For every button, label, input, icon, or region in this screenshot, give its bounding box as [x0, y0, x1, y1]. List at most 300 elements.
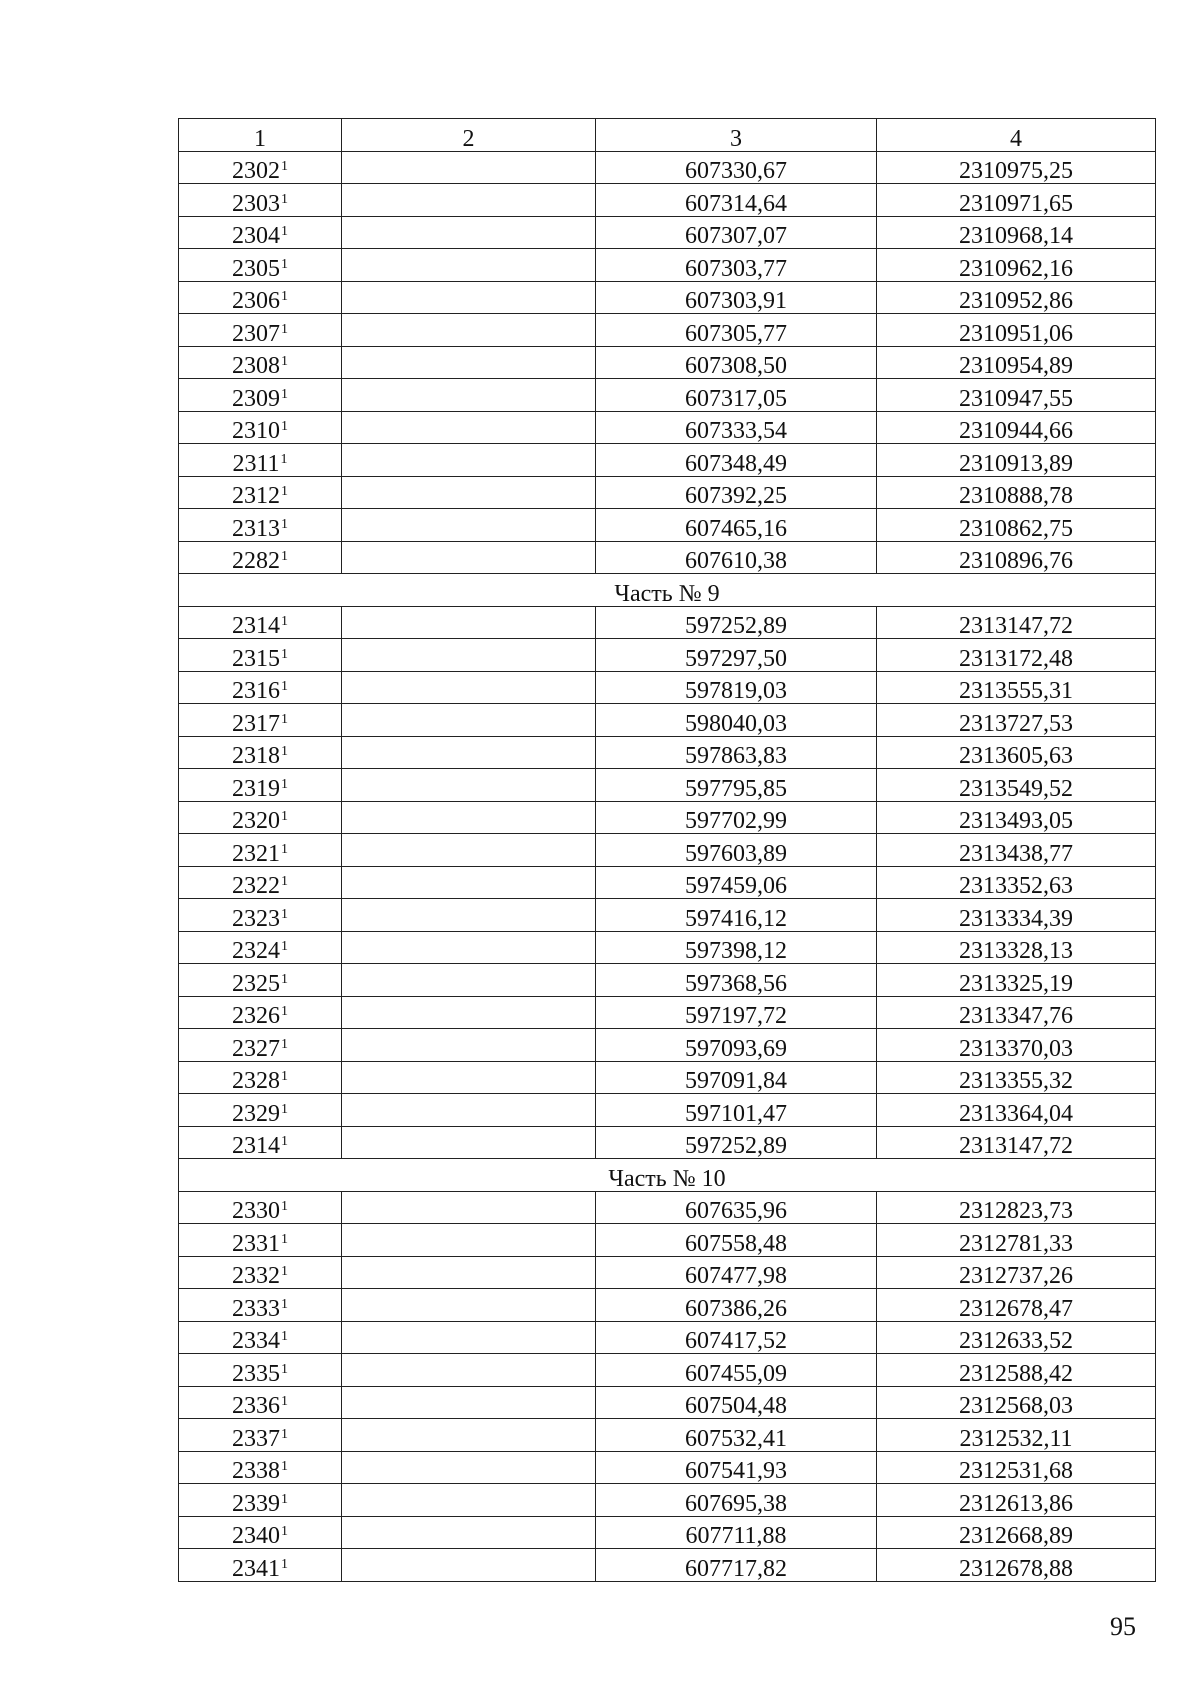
- point-number-superscript: 1: [281, 1459, 288, 1474]
- table-row: [179, 639, 1156, 672]
- y-coordinate-cell: 2313325,19: [877, 964, 1156, 997]
- point-number: 2323: [232, 905, 280, 931]
- empty-cell: [342, 899, 596, 932]
- point-number-superscript: 1: [281, 1004, 288, 1019]
- y-coordinate-cell: 2313493,05: [877, 801, 1156, 834]
- point-number-superscript: 1: [281, 1491, 288, 1507]
- y-coordinate-cell: 2313370,03: [877, 1029, 1156, 1062]
- table-row: [179, 411, 1156, 444]
- point-number-superscript: 1: [281, 744, 288, 759]
- empty-cell: [342, 964, 596, 997]
- column-header-3: 3: [596, 119, 877, 152]
- table-row: [179, 314, 1156, 347]
- point-number: 2282: [232, 548, 280, 574]
- empty-cell: [342, 379, 596, 412]
- page-number: 95: [1110, 1612, 1136, 1641]
- y-coordinate-cell: 2310962,16: [877, 249, 1156, 282]
- y-coordinate-cell: 2312668,89: [877, 1516, 1156, 1549]
- x-coordinate-cell: 607695,38: [596, 1484, 877, 1517]
- empty-cell: [342, 639, 596, 672]
- y-coordinate-cell: 2313727,53: [877, 704, 1156, 737]
- empty-cell: [342, 1126, 596, 1159]
- point-number-cell: [179, 1126, 342, 1159]
- y-coordinate-cell: 2310971,65: [877, 184, 1156, 217]
- point-number-superscript: 1: [281, 776, 288, 792]
- point-number: 2306: [232, 288, 280, 314]
- point-number-superscript: 1: [281, 1134, 288, 1149]
- table-row: [179, 476, 1156, 509]
- point-number-superscript: 1: [281, 484, 288, 499]
- y-coordinate-cell: 2313352,63: [877, 866, 1156, 899]
- table-row: [179, 1126, 1156, 1159]
- point-number: 2315: [232, 645, 280, 671]
- empty-cell: [342, 476, 596, 509]
- empty-cell: [342, 1354, 596, 1387]
- empty-cell: [342, 1386, 596, 1419]
- point-number: 2316: [232, 678, 280, 704]
- table-row: [179, 996, 1156, 1029]
- y-coordinate-cell: 2312678,88: [877, 1549, 1156, 1582]
- y-coordinate-cell: 2312633,52: [877, 1321, 1156, 1354]
- table-row: [179, 769, 1156, 802]
- empty-cell: [342, 1289, 596, 1322]
- column-header-1: 1: [179, 119, 342, 152]
- point-number-cell: [179, 1289, 342, 1322]
- point-number-superscript: 1: [281, 354, 288, 369]
- point-number: 2338: [232, 1458, 280, 1484]
- x-coordinate-cell: 607635,96: [596, 1191, 877, 1224]
- point-number: 2318: [232, 743, 280, 769]
- point-number-cell: [179, 1224, 342, 1257]
- x-coordinate-cell: 597416,12: [596, 899, 877, 932]
- x-coordinate-cell: 607330,67: [596, 151, 877, 184]
- point-number: 2320: [232, 808, 280, 834]
- point-number-cell: [179, 834, 342, 867]
- y-coordinate-cell: 2313328,13: [877, 931, 1156, 964]
- empty-cell: [342, 1191, 596, 1224]
- point-number-superscript: 1: [281, 289, 288, 304]
- empty-cell: [342, 346, 596, 379]
- point-number-cell: [179, 1029, 342, 1062]
- x-coordinate-cell: 597091,84: [596, 1061, 877, 1094]
- table-row: [179, 671, 1156, 704]
- y-coordinate-cell: 2313172,48: [877, 639, 1156, 672]
- y-coordinate-cell: 2313605,63: [877, 736, 1156, 769]
- empty-cell: [342, 1029, 596, 1062]
- table-row: [179, 1321, 1156, 1354]
- table-row: [179, 541, 1156, 574]
- empty-cell: [342, 1094, 596, 1127]
- point-number-superscript: 1: [281, 386, 288, 402]
- point-number-cell: [179, 996, 342, 1029]
- x-coordinate-cell: 597459,06: [596, 866, 877, 899]
- x-coordinate-cell: 597702,99: [596, 801, 877, 834]
- x-coordinate-cell: 597252,89: [596, 606, 877, 639]
- point-number: 2339: [232, 1490, 280, 1516]
- empty-cell: [342, 1484, 596, 1517]
- x-coordinate-cell: 607303,91: [596, 281, 877, 314]
- y-coordinate-cell: 2312568,03: [877, 1386, 1156, 1419]
- x-coordinate-cell: 597101,47: [596, 1094, 877, 1127]
- empty-cell: [342, 1419, 596, 1452]
- x-coordinate-cell: 607308,50: [596, 346, 877, 379]
- column-header-4: 4: [877, 119, 1156, 152]
- point-number-superscript: 1: [281, 1069, 288, 1084]
- empty-cell: [342, 151, 596, 184]
- empty-cell: [342, 314, 596, 347]
- column-header-2: 2: [342, 119, 596, 152]
- table-row: [179, 509, 1156, 542]
- coordinates-table: [178, 118, 1156, 1582]
- y-coordinate-cell: 2313147,72: [877, 606, 1156, 639]
- x-coordinate-cell: 607532,41: [596, 1419, 877, 1452]
- point-number-cell: [179, 1451, 342, 1484]
- point-number-superscript: 1: [281, 711, 288, 727]
- point-number-superscript: 1: [281, 159, 288, 174]
- point-number: 2312: [232, 483, 280, 509]
- table-row: [179, 216, 1156, 249]
- section-title: Часть № 10: [179, 1159, 1156, 1192]
- y-coordinate-cell: 2313347,76: [877, 996, 1156, 1029]
- x-coordinate-cell: 607314,64: [596, 184, 877, 217]
- point-number-superscript: 1: [281, 1426, 288, 1442]
- point-number-cell: [179, 606, 342, 639]
- point-number: 2335: [232, 1360, 280, 1386]
- point-number-superscript: 1: [281, 1361, 288, 1377]
- y-coordinate-cell: 2312781,33: [877, 1224, 1156, 1257]
- point-number: 2304: [232, 223, 280, 249]
- point-number-superscript: 1: [281, 1199, 288, 1214]
- point-number-cell: [179, 801, 342, 834]
- empty-cell: [342, 704, 596, 737]
- x-coordinate-cell: 597093,69: [596, 1029, 877, 1062]
- table-row: [179, 249, 1156, 282]
- y-coordinate-cell: 2312613,86: [877, 1484, 1156, 1517]
- point-number: 2326: [232, 1003, 280, 1029]
- point-number-cell: [179, 1419, 342, 1452]
- point-number-cell: [179, 1061, 342, 1094]
- point-number-superscript: 1: [281, 809, 288, 824]
- point-number: 2333: [232, 1295, 280, 1321]
- empty-cell: [342, 931, 596, 964]
- y-coordinate-cell: 2310896,76: [877, 541, 1156, 574]
- point-number-cell: [179, 411, 342, 444]
- point-number-superscript: 1: [281, 1231, 288, 1247]
- x-coordinate-cell: 597197,72: [596, 996, 877, 1029]
- empty-cell: [342, 834, 596, 867]
- point-number: 2327: [232, 1035, 280, 1061]
- table-row: [179, 606, 1156, 639]
- table-row: [179, 1256, 1156, 1289]
- empty-cell: [342, 996, 596, 1029]
- point-number-cell: [179, 1484, 342, 1517]
- table-row: [179, 444, 1156, 477]
- point-number-cell: [179, 964, 342, 997]
- point-number-superscript: 1: [281, 321, 288, 337]
- point-number-superscript: 1: [281, 614, 288, 629]
- point-number-superscript: 1: [281, 1329, 288, 1344]
- table-row: [179, 1484, 1156, 1517]
- table-row: [179, 1354, 1156, 1387]
- x-coordinate-cell: 597863,83: [596, 736, 877, 769]
- point-number-cell: [179, 1354, 342, 1387]
- y-coordinate-cell: 2312531,68: [877, 1451, 1156, 1484]
- point-number-cell: [179, 704, 342, 737]
- point-number: 2305: [232, 255, 280, 281]
- x-coordinate-cell: 597398,12: [596, 931, 877, 964]
- x-coordinate-cell: 607455,09: [596, 1354, 877, 1387]
- point-number: 2313: [232, 515, 280, 541]
- point-number-cell: [179, 1321, 342, 1354]
- point-number-superscript: 1: [281, 549, 288, 564]
- table-row: [179, 1191, 1156, 1224]
- table-row: [179, 736, 1156, 769]
- point-number-superscript: 1: [281, 841, 288, 857]
- point-number-cell: [179, 476, 342, 509]
- y-coordinate-cell: 2312532,11: [877, 1419, 1156, 1452]
- y-coordinate-cell: 2313355,32: [877, 1061, 1156, 1094]
- point-number: 2311: [232, 450, 280, 476]
- point-number-superscript: 1: [280, 451, 288, 467]
- point-number: 2307: [232, 320, 280, 346]
- point-number: 2325: [232, 970, 280, 996]
- empty-cell: [342, 606, 596, 639]
- point-number: 2303: [232, 190, 280, 216]
- point-number-superscript: 1: [281, 874, 288, 889]
- y-coordinate-cell: 2313438,77: [877, 834, 1156, 867]
- point-number-superscript: 1: [281, 1264, 288, 1279]
- coordinates-table-body: [179, 119, 1156, 1582]
- point-number-cell: [179, 281, 342, 314]
- x-coordinate-cell: 607305,77: [596, 314, 877, 347]
- empty-cell: [342, 801, 596, 834]
- x-coordinate-cell: 607610,38: [596, 541, 877, 574]
- y-coordinate-cell: 2310913,89: [877, 444, 1156, 477]
- x-coordinate-cell: 597252,89: [596, 1126, 877, 1159]
- y-coordinate-cell: 2313549,52: [877, 769, 1156, 802]
- table-row: [179, 1289, 1156, 1322]
- x-coordinate-cell: 607317,05: [596, 379, 877, 412]
- point-number: 2330: [232, 1198, 280, 1224]
- point-number: 2302: [232, 158, 280, 184]
- point-number-superscript: 1: [281, 1036, 288, 1052]
- point-number: 2317: [232, 710, 280, 736]
- point-number-cell: [179, 1516, 342, 1549]
- table-row: [179, 1386, 1156, 1419]
- point-number-superscript: 1: [281, 646, 288, 662]
- y-coordinate-cell: 2312678,47: [877, 1289, 1156, 1322]
- point-number: 2319: [232, 775, 280, 801]
- y-coordinate-cell: 2310888,78: [877, 476, 1156, 509]
- point-number-cell: [179, 379, 342, 412]
- point-number: 2324: [232, 938, 280, 964]
- table-header-row: [179, 119, 1156, 152]
- empty-cell: [342, 444, 596, 477]
- point-number-superscript: 1: [281, 906, 288, 922]
- point-number: 2340: [232, 1523, 280, 1549]
- empty-cell: [342, 736, 596, 769]
- table-row: [179, 931, 1156, 964]
- table-row: [179, 1224, 1156, 1257]
- point-number-cell: [179, 249, 342, 282]
- section-title-row: [179, 1159, 1156, 1192]
- empty-cell: [342, 1516, 596, 1549]
- point-number: 2308: [232, 353, 280, 379]
- table-row: [179, 151, 1156, 184]
- y-coordinate-cell: 2310954,89: [877, 346, 1156, 379]
- table-row: [179, 1516, 1156, 1549]
- x-coordinate-cell: 607504,48: [596, 1386, 877, 1419]
- x-coordinate-cell: 607348,49: [596, 444, 877, 477]
- point-number: 2329: [232, 1100, 280, 1126]
- empty-cell: [342, 671, 596, 704]
- point-number: 2310: [232, 418, 280, 444]
- y-coordinate-cell: 2313147,72: [877, 1126, 1156, 1159]
- x-coordinate-cell: 607541,93: [596, 1451, 877, 1484]
- point-number-superscript: 1: [281, 256, 288, 272]
- x-coordinate-cell: 597819,03: [596, 671, 877, 704]
- empty-cell: [342, 1549, 596, 1582]
- point-number-cell: [179, 1386, 342, 1419]
- table-row: [179, 281, 1156, 314]
- table-row: [179, 1549, 1156, 1582]
- table-row: [179, 1061, 1156, 1094]
- table-row: [179, 866, 1156, 899]
- point-number-cell: [179, 1191, 342, 1224]
- point-number: 2341: [232, 1555, 280, 1581]
- point-number-cell: [179, 314, 342, 347]
- x-coordinate-cell: 607558,48: [596, 1224, 877, 1257]
- point-number: 2328: [232, 1068, 280, 1094]
- point-number: 2332: [232, 1263, 280, 1289]
- point-number-superscript: 1: [281, 191, 288, 207]
- point-number-cell: [179, 509, 342, 542]
- point-number-cell: [179, 184, 342, 217]
- point-number-cell: [179, 899, 342, 932]
- table-row: [179, 1451, 1156, 1484]
- table-row: [179, 379, 1156, 412]
- empty-cell: [342, 1061, 596, 1094]
- empty-cell: [342, 509, 596, 542]
- table-row: [179, 964, 1156, 997]
- empty-cell: [342, 1256, 596, 1289]
- x-coordinate-cell: 607477,98: [596, 1256, 877, 1289]
- table-row: [179, 346, 1156, 379]
- table-row: [179, 801, 1156, 834]
- point-number: 2322: [232, 873, 280, 899]
- point-number: 2314: [232, 613, 280, 639]
- table-row: [179, 704, 1156, 737]
- point-number-cell: [179, 736, 342, 769]
- y-coordinate-cell: 2312737,26: [877, 1256, 1156, 1289]
- empty-cell: [342, 769, 596, 802]
- point-number-superscript: 1: [281, 1524, 288, 1539]
- empty-cell: [342, 216, 596, 249]
- point-number-cell: [179, 1256, 342, 1289]
- point-number-superscript: 1: [281, 939, 288, 954]
- point-number: 2314: [232, 1133, 280, 1159]
- point-number-superscript: 1: [281, 971, 288, 987]
- point-number: 2337: [232, 1425, 280, 1451]
- empty-cell: [342, 1321, 596, 1354]
- x-coordinate-cell: 607307,07: [596, 216, 877, 249]
- x-coordinate-cell: 607717,82: [596, 1549, 877, 1582]
- point-number-cell: [179, 444, 342, 477]
- table-row: [179, 1419, 1156, 1452]
- point-number-cell: [179, 216, 342, 249]
- point-number-cell: [179, 931, 342, 964]
- empty-cell: [342, 1451, 596, 1484]
- section-title-row: [179, 574, 1156, 607]
- y-coordinate-cell: 2310947,55: [877, 379, 1156, 412]
- empty-cell: [342, 281, 596, 314]
- y-coordinate-cell: 2312588,42: [877, 1354, 1156, 1387]
- point-number-cell: [179, 346, 342, 379]
- table-row: [179, 899, 1156, 932]
- point-number-superscript: 1: [281, 516, 288, 532]
- empty-cell: [342, 249, 596, 282]
- point-number-cell: [179, 151, 342, 184]
- table-row: [179, 1094, 1156, 1127]
- x-coordinate-cell: 597795,85: [596, 769, 877, 802]
- point-number-cell: [179, 866, 342, 899]
- point-number-superscript: 1: [281, 1394, 288, 1409]
- y-coordinate-cell: 2310952,86: [877, 281, 1156, 314]
- x-coordinate-cell: 597368,56: [596, 964, 877, 997]
- point-number-cell: [179, 1549, 342, 1582]
- point-number: 2331: [232, 1230, 280, 1256]
- point-number-superscript: 1: [281, 679, 288, 694]
- point-number: 2309: [232, 385, 280, 411]
- x-coordinate-cell: 598040,03: [596, 704, 877, 737]
- empty-cell: [342, 866, 596, 899]
- empty-cell: [342, 184, 596, 217]
- x-coordinate-cell: 597603,89: [596, 834, 877, 867]
- point-number-superscript: 1: [281, 1296, 288, 1312]
- empty-cell: [342, 541, 596, 574]
- point-number-superscript: 1: [281, 419, 288, 434]
- y-coordinate-cell: 2313555,31: [877, 671, 1156, 704]
- y-coordinate-cell: 2310968,14: [877, 216, 1156, 249]
- y-coordinate-cell: 2313334,39: [877, 899, 1156, 932]
- x-coordinate-cell: 607333,54: [596, 411, 877, 444]
- table-row: [179, 834, 1156, 867]
- section-title: Часть № 9: [179, 574, 1156, 607]
- y-coordinate-cell: 2310944,66: [877, 411, 1156, 444]
- point-number-cell: [179, 671, 342, 704]
- empty-cell: [342, 1224, 596, 1257]
- point-number-superscript: 1: [281, 1556, 288, 1572]
- point-number: 2321: [232, 840, 280, 866]
- y-coordinate-cell: 2312823,73: [877, 1191, 1156, 1224]
- y-coordinate-cell: 2310975,25: [877, 151, 1156, 184]
- y-coordinate-cell: 2313364,04: [877, 1094, 1156, 1127]
- point-number-cell: [179, 1094, 342, 1127]
- x-coordinate-cell: 607303,77: [596, 249, 877, 282]
- x-coordinate-cell: 607465,16: [596, 509, 877, 542]
- point-number: 2336: [232, 1393, 280, 1419]
- x-coordinate-cell: 607711,88: [596, 1516, 877, 1549]
- x-coordinate-cell: 607386,26: [596, 1289, 877, 1322]
- point-number-cell: [179, 541, 342, 574]
- x-coordinate-cell: 607417,52: [596, 1321, 877, 1354]
- point-number-superscript: 1: [281, 224, 288, 239]
- x-coordinate-cell: 597297,50: [596, 639, 877, 672]
- empty-cell: [342, 411, 596, 444]
- x-coordinate-cell: 607392,25: [596, 476, 877, 509]
- y-coordinate-cell: 2310862,75: [877, 509, 1156, 542]
- point-number-superscript: 1: [281, 1101, 288, 1117]
